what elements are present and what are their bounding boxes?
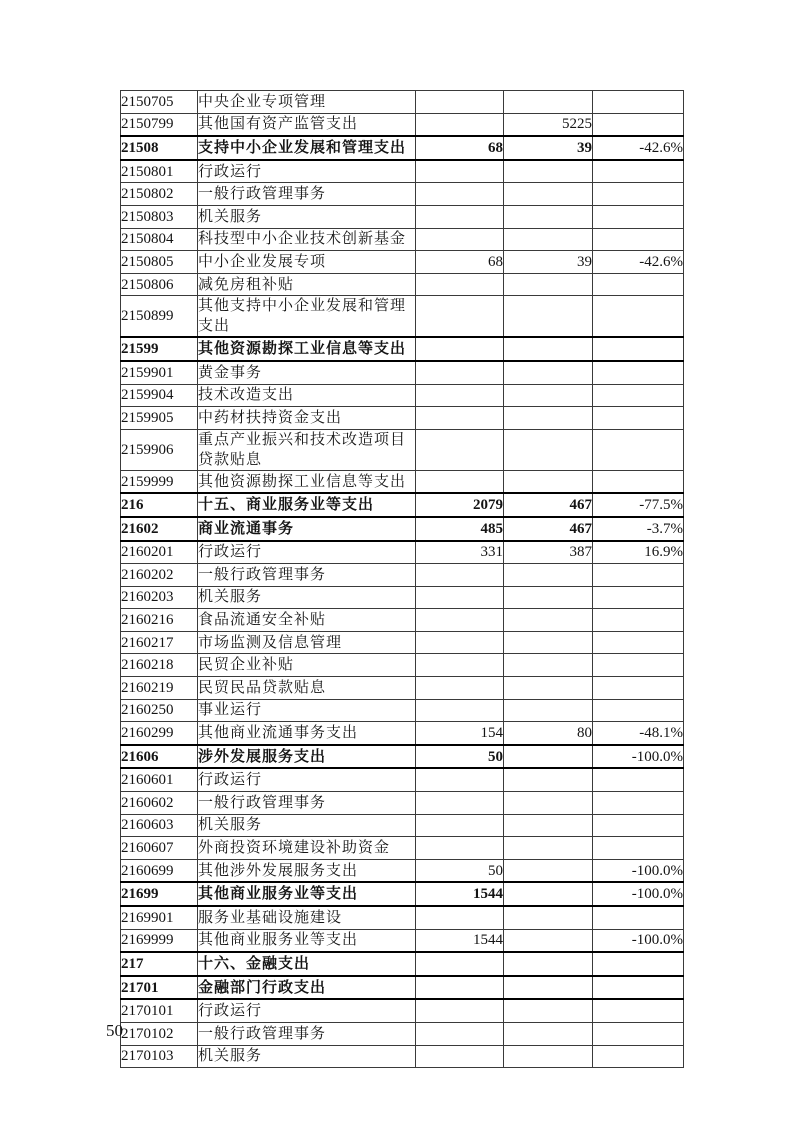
row-code-cell: 2160602 <box>121 792 198 815</box>
row-name-cell: 其他资源勘探工业信息等支出 <box>198 337 416 361</box>
row-value1-cell <box>416 183 504 206</box>
row-code-cell: 2170101 <box>121 999 198 1022</box>
row-code-cell: 2170103 <box>121 1045 198 1068</box>
row-value1-cell <box>416 586 504 609</box>
row-value1-cell <box>416 976 504 1000</box>
row-code-cell: 2160699 <box>121 859 198 882</box>
row-value2-cell <box>504 837 593 860</box>
row-pct-change-cell: -77.5% <box>593 493 684 517</box>
row-name-cell: 其他支持中小企业发展和管理支出 <box>198 296 416 338</box>
table-row <box>121 91 684 114</box>
row-pct-change-cell <box>593 564 684 587</box>
row-name-cell: 中药材扶持资金支出 <box>198 407 416 430</box>
table-row <box>121 609 684 632</box>
row-name-cell: 一般行政管理事务 <box>198 564 416 587</box>
row-code-cell: 2150899 <box>121 296 198 338</box>
row-code-cell: 2150806 <box>121 273 198 296</box>
row-value1-cell <box>416 609 504 632</box>
row-value2-cell: 39 <box>504 136 593 160</box>
row-code-cell: 21699 <box>121 882 198 906</box>
row-name-cell: 其他商业流通事务支出 <box>198 722 416 745</box>
table-row <box>121 517 684 541</box>
table-row <box>121 1022 684 1045</box>
row-value1-cell <box>416 906 504 929</box>
row-pct-change-cell <box>593 999 684 1022</box>
row-value2-cell <box>504 361 593 384</box>
row-code-cell: 2159904 <box>121 384 198 407</box>
row-value1-cell <box>416 384 504 407</box>
row-name-cell: 一般行政管理事务 <box>198 1022 416 1045</box>
row-value2-cell: 39 <box>504 251 593 274</box>
table-row <box>121 407 684 430</box>
row-name-cell: 行政运行 <box>198 999 416 1022</box>
table-row <box>121 768 684 791</box>
row-name-cell: 中央企业专项管理 <box>198 91 416 114</box>
table-row <box>121 296 684 338</box>
row-name-cell: 重点产业振兴和技术改造项目贷款贴息 <box>198 429 416 470</box>
table-row <box>121 429 684 470</box>
row-code-cell: 2160201 <box>121 541 198 564</box>
row-name-cell: 一般行政管理事务 <box>198 792 416 815</box>
row-value2-cell <box>504 952 593 976</box>
table-row <box>121 792 684 815</box>
row-value1-cell <box>416 792 504 815</box>
table-row <box>121 228 684 251</box>
table-row <box>121 160 684 183</box>
row-code-cell: 21508 <box>121 136 198 160</box>
row-name-cell: 减免房租补贴 <box>198 273 416 296</box>
table-row <box>121 136 684 160</box>
row-value2-cell: 467 <box>504 517 593 541</box>
row-code-cell: 217 <box>121 952 198 976</box>
row-code-cell: 21599 <box>121 337 198 361</box>
row-name-cell: 技术改造支出 <box>198 384 416 407</box>
table-row <box>121 699 684 722</box>
table-row <box>121 859 684 882</box>
row-value2-cell <box>504 929 593 952</box>
row-name-cell: 其他国有资产监管支出 <box>198 113 416 136</box>
row-pct-change-cell <box>593 183 684 206</box>
row-value1-cell <box>416 999 504 1022</box>
table-row <box>121 631 684 654</box>
row-name-cell: 金融部门行政支出 <box>198 976 416 1000</box>
table-row <box>121 564 684 587</box>
table-row <box>121 929 684 952</box>
row-name-cell: 民贸企业补贴 <box>198 654 416 677</box>
row-value1-cell: 485 <box>416 517 504 541</box>
row-name-cell: 食品流通安全补贴 <box>198 609 416 632</box>
table-row <box>121 183 684 206</box>
row-value1-cell <box>416 407 504 430</box>
table-row <box>121 470 684 493</box>
row-pct-change-cell: 16.9% <box>593 541 684 564</box>
row-value1-cell: 1544 <box>416 929 504 952</box>
row-code-cell: 2159999 <box>121 470 198 493</box>
row-code-cell: 2169901 <box>121 906 198 929</box>
table-row <box>121 1045 684 1068</box>
row-code-cell: 2169999 <box>121 929 198 952</box>
row-name-cell: 其他商业服务业等支出 <box>198 882 416 906</box>
row-value2-cell <box>504 205 593 228</box>
row-pct-change-cell: -100.0% <box>593 745 684 769</box>
row-code-cell: 2150804 <box>121 228 198 251</box>
row-value1-cell <box>416 814 504 837</box>
row-name-cell: 黄金事务 <box>198 361 416 384</box>
row-value2-cell <box>504 91 593 114</box>
row-pct-change-cell <box>593 768 684 791</box>
table-row <box>121 384 684 407</box>
row-code-cell: 2170102 <box>121 1022 198 1045</box>
row-code-cell: 21701 <box>121 976 198 1000</box>
row-value1-cell <box>416 1045 504 1068</box>
row-value2-cell: 387 <box>504 541 593 564</box>
row-code-cell: 2160299 <box>121 722 198 745</box>
row-value2-cell <box>504 384 593 407</box>
row-value1-cell <box>416 337 504 361</box>
row-value1-cell <box>416 1022 504 1045</box>
row-name-cell: 外商投资环境建设补助资金 <box>198 837 416 860</box>
row-code-cell: 2150805 <box>121 251 198 274</box>
row-value2-cell <box>504 654 593 677</box>
row-code-cell: 2150705 <box>121 91 198 114</box>
row-value1-cell <box>416 952 504 976</box>
row-pct-change-cell <box>593 814 684 837</box>
row-value1-cell <box>416 654 504 677</box>
row-pct-change-cell <box>593 837 684 860</box>
row-value2-cell <box>504 976 593 1000</box>
row-value2-cell <box>504 745 593 769</box>
table-row <box>121 251 684 274</box>
row-pct-change-cell <box>593 407 684 430</box>
row-pct-change-cell <box>593 906 684 929</box>
table-row <box>121 722 684 745</box>
row-value1-cell <box>416 429 504 470</box>
row-code-cell: 2160603 <box>121 814 198 837</box>
row-name-cell: 服务业基础设施建设 <box>198 906 416 929</box>
row-name-cell: 科技型中小企业技术创新基金 <box>198 228 416 251</box>
row-pct-change-cell <box>593 1022 684 1045</box>
row-value1-cell <box>416 273 504 296</box>
row-pct-change-cell <box>593 631 684 654</box>
table-row <box>121 654 684 677</box>
row-value2-cell <box>504 609 593 632</box>
row-value1-cell <box>416 564 504 587</box>
row-value1-cell <box>416 837 504 860</box>
row-name-cell: 机关服务 <box>198 1045 416 1068</box>
row-value1-cell: 154 <box>416 722 504 745</box>
row-value2-cell <box>504 160 593 183</box>
row-code-cell: 2160203 <box>121 586 198 609</box>
row-name-cell: 十六、金融支出 <box>198 952 416 976</box>
budget-table <box>120 90 684 1068</box>
row-code-cell: 2160601 <box>121 768 198 791</box>
row-pct-change-cell: -100.0% <box>593 882 684 906</box>
row-code-cell: 216 <box>121 493 198 517</box>
table-row <box>121 361 684 384</box>
row-pct-change-cell: -3.7% <box>593 517 684 541</box>
row-value1-cell: 68 <box>416 251 504 274</box>
row-code-cell: 2150802 <box>121 183 198 206</box>
row-code-cell: 2160218 <box>121 654 198 677</box>
row-pct-change-cell <box>593 792 684 815</box>
row-value1-cell <box>416 361 504 384</box>
table-row <box>121 999 684 1022</box>
table-body <box>121 91 684 1068</box>
row-code-cell: 2159905 <box>121 407 198 430</box>
row-value1-cell <box>416 470 504 493</box>
row-value2-cell <box>504 429 593 470</box>
row-value1-cell <box>416 677 504 700</box>
row-name-cell: 机关服务 <box>198 586 416 609</box>
row-value2-cell <box>504 407 593 430</box>
row-value2-cell <box>504 337 593 361</box>
table-row <box>121 952 684 976</box>
row-value1-cell <box>416 160 504 183</box>
row-value2-cell <box>504 296 593 338</box>
row-value2-cell <box>504 768 593 791</box>
row-name-cell: 一般行政管理事务 <box>198 183 416 206</box>
table-row <box>121 541 684 564</box>
table-row <box>121 745 684 769</box>
row-value1-cell <box>416 228 504 251</box>
table-row <box>121 273 684 296</box>
table-row <box>121 205 684 228</box>
row-name-cell: 其他资源勘探工业信息等支出 <box>198 470 416 493</box>
row-value2-cell <box>504 586 593 609</box>
row-value1-cell <box>416 91 504 114</box>
row-value2-cell: 80 <box>504 722 593 745</box>
row-pct-change-cell: -100.0% <box>593 929 684 952</box>
row-value1-cell: 1544 <box>416 882 504 906</box>
row-pct-change-cell <box>593 976 684 1000</box>
row-value2-cell <box>504 882 593 906</box>
table-row <box>121 677 684 700</box>
row-value2-cell <box>504 631 593 654</box>
row-value1-cell: 68 <box>416 136 504 160</box>
row-code-cell: 2150801 <box>121 160 198 183</box>
page-number: 50 <box>106 1021 123 1040</box>
row-pct-change-cell <box>593 361 684 384</box>
table-row <box>121 337 684 361</box>
row-pct-change-cell <box>593 952 684 976</box>
row-pct-change-cell: -48.1% <box>593 722 684 745</box>
row-value1-cell <box>416 768 504 791</box>
row-value2-cell <box>504 999 593 1022</box>
row-pct-change-cell <box>593 228 684 251</box>
row-value2-cell <box>504 792 593 815</box>
table-row <box>121 837 684 860</box>
row-value2-cell: 467 <box>504 493 593 517</box>
row-value2-cell: 5225 <box>504 113 593 136</box>
row-name-cell: 民贸民品贷款贴息 <box>198 677 416 700</box>
row-pct-change-cell <box>593 609 684 632</box>
row-value1-cell <box>416 699 504 722</box>
row-value2-cell <box>504 183 593 206</box>
row-value1-cell <box>416 205 504 228</box>
row-code-cell: 2160202 <box>121 564 198 587</box>
row-name-cell: 行政运行 <box>198 541 416 564</box>
row-value2-cell <box>504 677 593 700</box>
table-row <box>121 882 684 906</box>
row-pct-change-cell <box>593 677 684 700</box>
row-value1-cell: 331 <box>416 541 504 564</box>
row-code-cell: 2159906 <box>121 429 198 470</box>
row-code-cell: 2150799 <box>121 113 198 136</box>
row-pct-change-cell <box>593 160 684 183</box>
row-pct-change-cell <box>593 113 684 136</box>
row-pct-change-cell <box>593 296 684 338</box>
row-pct-change-cell <box>593 91 684 114</box>
row-value2-cell <box>504 564 593 587</box>
row-name-cell: 支持中小企业发展和管理支出 <box>198 136 416 160</box>
row-value1-cell <box>416 631 504 654</box>
table-row <box>121 586 684 609</box>
row-code-cell: 2160216 <box>121 609 198 632</box>
row-value2-cell <box>504 470 593 493</box>
row-pct-change-cell <box>593 337 684 361</box>
row-code-cell: 2160217 <box>121 631 198 654</box>
row-pct-change-cell <box>593 586 684 609</box>
row-name-cell: 涉外发展服务支出 <box>198 745 416 769</box>
row-pct-change-cell <box>593 429 684 470</box>
row-name-cell: 机关服务 <box>198 205 416 228</box>
row-name-cell: 其他涉外发展服务支出 <box>198 859 416 882</box>
row-value2-cell <box>504 859 593 882</box>
row-name-cell: 行政运行 <box>198 160 416 183</box>
row-value1-cell: 50 <box>416 859 504 882</box>
row-value2-cell <box>504 699 593 722</box>
row-name-cell: 其他商业服务业等支出 <box>198 929 416 952</box>
table-row <box>121 113 684 136</box>
row-name-cell: 中小企业发展专项 <box>198 251 416 274</box>
row-pct-change-cell <box>593 470 684 493</box>
row-name-cell: 行政运行 <box>198 768 416 791</box>
row-pct-change-cell: -100.0% <box>593 859 684 882</box>
table-row <box>121 814 684 837</box>
row-pct-change-cell <box>593 654 684 677</box>
row-code-cell: 2159901 <box>121 361 198 384</box>
row-name-cell: 商业流通事务 <box>198 517 416 541</box>
row-value2-cell <box>504 814 593 837</box>
row-value2-cell <box>504 228 593 251</box>
table-row <box>121 976 684 1000</box>
row-pct-change-cell: -42.6% <box>593 251 684 274</box>
row-code-cell: 21602 <box>121 517 198 541</box>
row-value2-cell <box>504 1045 593 1068</box>
row-pct-change-cell <box>593 205 684 228</box>
table-row <box>121 906 684 929</box>
row-pct-change-cell: -42.6% <box>593 136 684 160</box>
row-value2-cell <box>504 906 593 929</box>
row-pct-change-cell <box>593 1045 684 1068</box>
row-pct-change-cell <box>593 384 684 407</box>
row-value1-cell: 2079 <box>416 493 504 517</box>
row-value1-cell <box>416 296 504 338</box>
row-name-cell: 事业运行 <box>198 699 416 722</box>
row-value1-cell <box>416 113 504 136</box>
row-name-cell: 十五、商业服务业等支出 <box>198 493 416 517</box>
row-name-cell: 机关服务 <box>198 814 416 837</box>
row-value1-cell: 50 <box>416 745 504 769</box>
row-code-cell: 21606 <box>121 745 198 769</box>
row-name-cell: 市场监测及信息管理 <box>198 631 416 654</box>
row-pct-change-cell <box>593 273 684 296</box>
row-pct-change-cell <box>593 699 684 722</box>
row-code-cell: 2160250 <box>121 699 198 722</box>
row-code-cell: 2150803 <box>121 205 198 228</box>
row-value2-cell <box>504 273 593 296</box>
row-code-cell: 2160219 <box>121 677 198 700</box>
row-value2-cell <box>504 1022 593 1045</box>
row-code-cell: 2160607 <box>121 837 198 860</box>
table-row <box>121 493 684 517</box>
